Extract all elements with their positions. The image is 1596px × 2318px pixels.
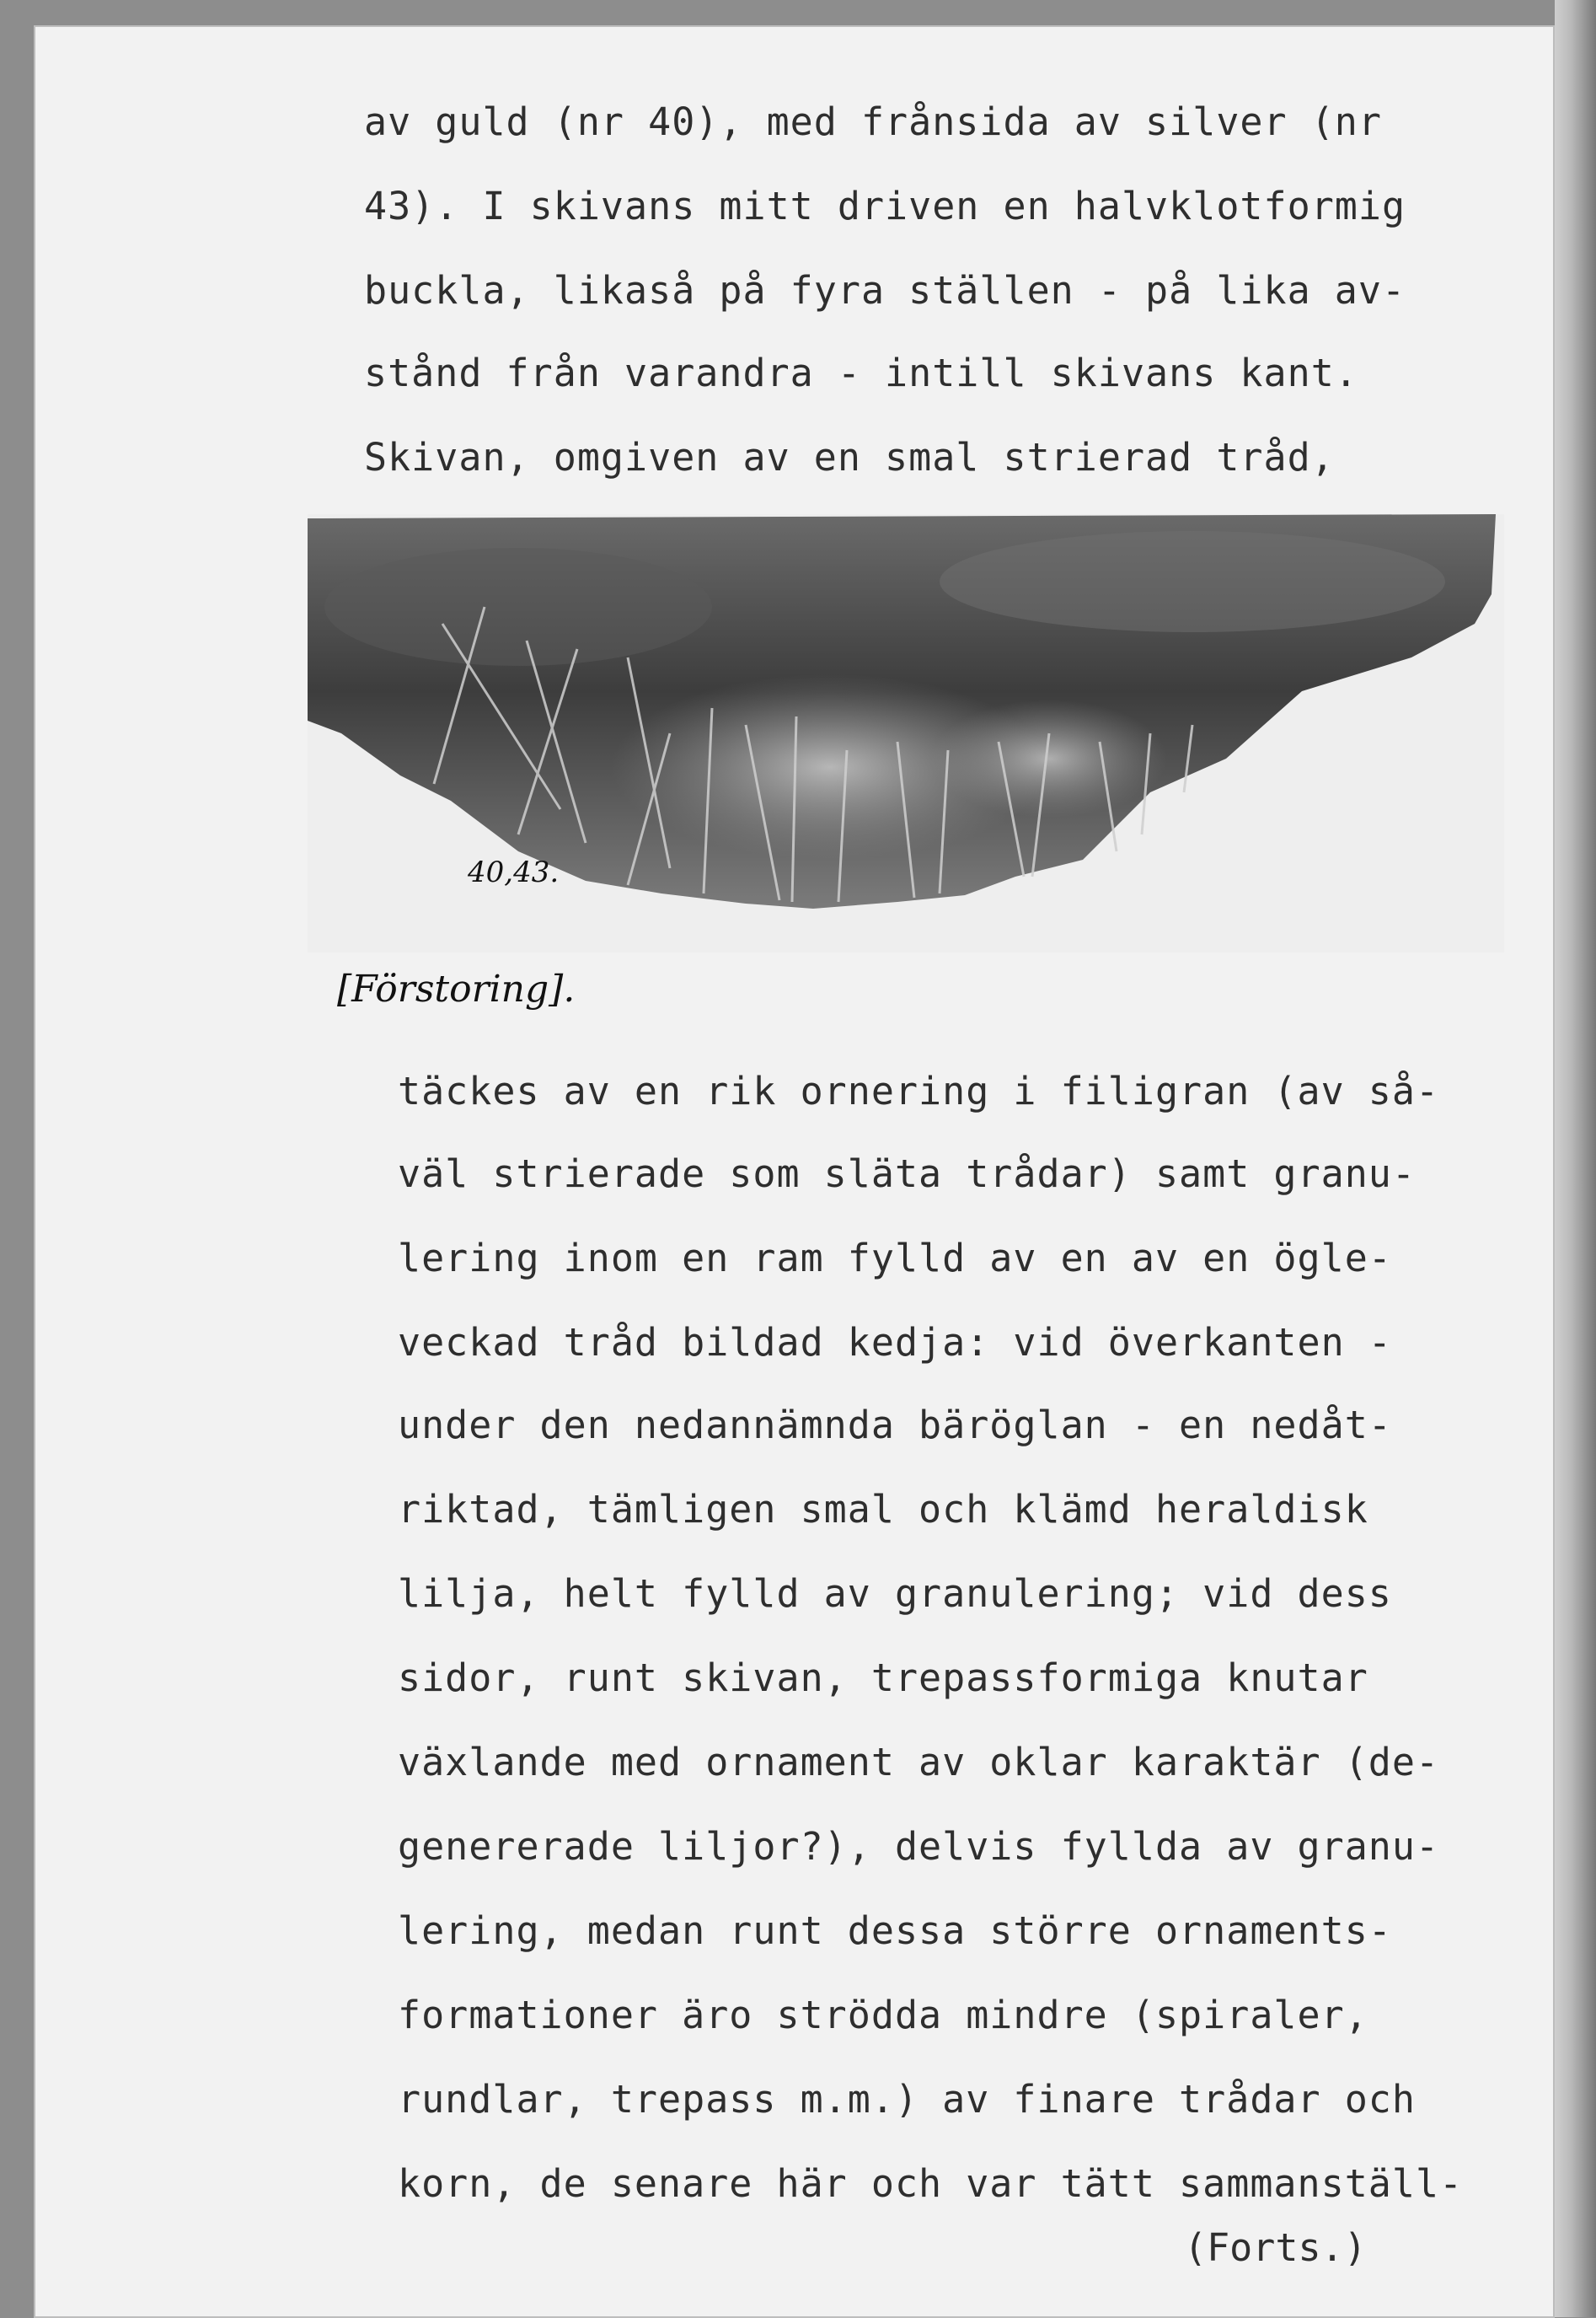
text-line-1: av guld (nr 40), med frånsida av silver (nr bbox=[364, 99, 1382, 144]
text-line-12: lilja, helt fylld av granulering; vid dess bbox=[398, 1571, 1392, 1616]
text-line-6: täckes av en rik ornering i filigran (av så- bbox=[398, 1069, 1440, 1113]
text-line-17: formationer äro strödda mindre (spiraler, bbox=[398, 1993, 1368, 2037]
text-line-5: Skivan, omgiven av en smal strierad tråd, bbox=[364, 435, 1335, 480]
text-line-14: växlande med ornament av oklar karaktär (de- bbox=[398, 1740, 1440, 1784]
continued-note: (Forts.) bbox=[1184, 2225, 1367, 2270]
text-line-19: korn, de senare här och var tätt sammanställ- bbox=[398, 2161, 1464, 2206]
handwritten-note: [Förstoring]. bbox=[337, 968, 576, 1011]
text-line-3: buckla, likaså på fyra ställen - på lika av- bbox=[364, 268, 1406, 313]
text-line-7: väl strierade som släta trådar) samt granu- bbox=[398, 1151, 1416, 1196]
text-line-2: 43). I skivans mitt driven en halvklotformig bbox=[364, 184, 1406, 228]
text-line-13: sidor, runt skivan, trepassformiga knutar bbox=[398, 1655, 1368, 1700]
text-line-18: rundlar, trepass m.m.) av finare trådar och bbox=[398, 2077, 1416, 2122]
text-line-16: lering, medan runt dessa större ornaments- bbox=[398, 1908, 1392, 1953]
text-line-8: lering inom en ram fylld av en av en ögle- bbox=[398, 1236, 1392, 1280]
text-line-9: veckad tråd bildad kedja: vid överkanten - bbox=[398, 1320, 1392, 1365]
photo-number-label: 40,43. bbox=[468, 856, 560, 889]
page-edge-background bbox=[1555, 0, 1596, 2317]
text-line-4: stånd från varandra - intill skivans kant. bbox=[364, 351, 1358, 395]
text-line-11: riktad, tämligen smal och klämd heraldisk bbox=[398, 1487, 1368, 1532]
text-line-15: genererade liljor?), delvis fyllda av granu- bbox=[398, 1824, 1440, 1869]
text-line-10: under den nedannämnda bäröglan - en nedåt- bbox=[398, 1403, 1392, 1447]
fragment-photograph bbox=[308, 514, 1504, 952]
